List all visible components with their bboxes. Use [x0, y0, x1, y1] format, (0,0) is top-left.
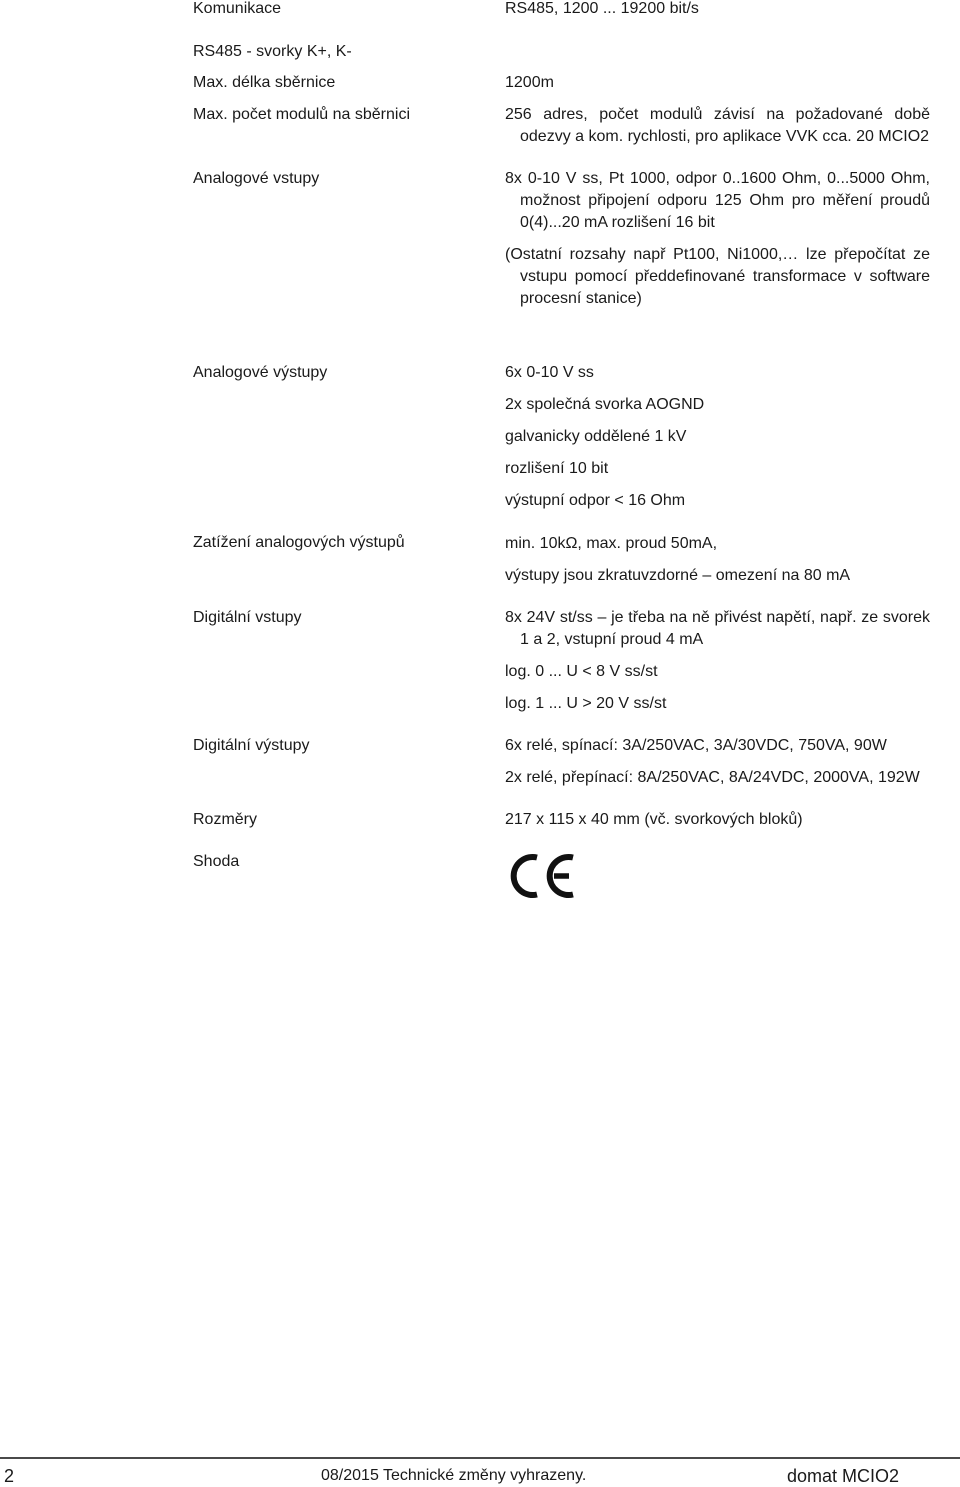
label-max-delka: Max. délka sběrnice [193, 74, 336, 91]
value-log-0: log. 0 ... U < 8 V ss/st [505, 663, 658, 680]
value-analogove-vystupy: 2x společná svorka AOGND [505, 396, 705, 413]
value-analogove-vystupy: výstupní odpor < 16 Ohm [505, 492, 686, 509]
value-digitalni-vystupy: 6x relé, spínací: 3A/250VAC, 3A/30VDC, 750VA, 90W [505, 737, 887, 754]
footer-page-number: 2 [4, 1466, 15, 1486]
value-rozmery: 217 x 115 x 40 mm (vč. svorkových bloků) [505, 811, 803, 828]
footer-notice: 08/2015 Technické změny vyhrazeny. [321, 1467, 587, 1484]
label-zatizeni: Zatížení analogových výstupů [193, 534, 405, 551]
value-line: 0(4)...20 mA rozlišení 16 bit [520, 214, 715, 231]
value-analogove-vystupy: rozlišení 10 bit [505, 460, 609, 477]
value-max-delka: 1200m [505, 74, 554, 91]
label-digitalni-vystupy: Digitální výstupy [193, 737, 310, 754]
value-line: 8x 0-10 V ss, Pt 1000, odpor 0..1600 Ohm, 0...5000 Ohm, [505, 170, 930, 187]
note-analogove-vstupy [505, 244, 930, 310]
value-line: 256 adres, počet modulů závisí na požadované době [505, 106, 930, 123]
value-zatizeni: výstupy jsou zkratuvzdorné – omezení na 80 mA [505, 567, 851, 584]
value-line: možnost připojení odporu 125 Ohm pro měření proudů [520, 192, 930, 209]
footer-product: domat MCIO2 [787, 1466, 900, 1486]
note-line: procesní stanice) [520, 290, 642, 307]
value-analogove-vystupy: galvanicky oddělené 1 kV [505, 428, 687, 445]
label-shoda: Shoda [193, 853, 240, 870]
value-komunikace: RS485, 1200 ... 19200 bit/s [505, 0, 699, 17]
value-log-1: log. 1 ... U > 20 V ss/st [505, 695, 667, 712]
note-line: vstupu pomocí předdefinované transformace v software [520, 268, 930, 285]
value-digitalni-vystupy: 2x relé, přepínací: 8A/250VAC, 8A/24VDC, 2000VA, 192W [505, 769, 920, 786]
value-line: 8x 24V st/ss – je třeba na ně přivést napětí, např. ze svorek [505, 609, 930, 626]
value-max-pocet [505, 104, 930, 148]
label-rs485: RS485 - svorky K+, K- [193, 43, 352, 60]
value-line: 1 a 2, vstupní proud 4 mA [520, 631, 704, 648]
label-analogove-vstupy: Analogové vstupy [193, 170, 320, 187]
value-line: odezvy a kom. rychlosti, pro aplikace VVK cca. 20 MCIO2 [520, 128, 930, 145]
value-digitalni-vstupy [505, 607, 930, 651]
label-rozmery: Rozměry [193, 811, 258, 828]
value-analogove-vystupy: 6x 0-10 V ss [505, 364, 594, 381]
note-line: (Ostatní rozsahy např Pt100, Ni1000,… lze přepočítat ze [505, 246, 930, 263]
value-zatizeni: min. 10kΩ, max. proud 50mA, [505, 535, 718, 552]
label-analogove-vystupy: Analogové výstupy [193, 364, 328, 381]
label-max-pocet: Max. počet modulů na sběrnici [193, 106, 410, 123]
value-analogove-vstupy [505, 168, 930, 234]
footer-divider [0, 1457, 960, 1459]
label-digitalni-vstupy: Digitální vstupy [193, 609, 302, 626]
label-komunikace: Komunikace [193, 0, 282, 17]
ce-mark-icon [507, 852, 577, 900]
